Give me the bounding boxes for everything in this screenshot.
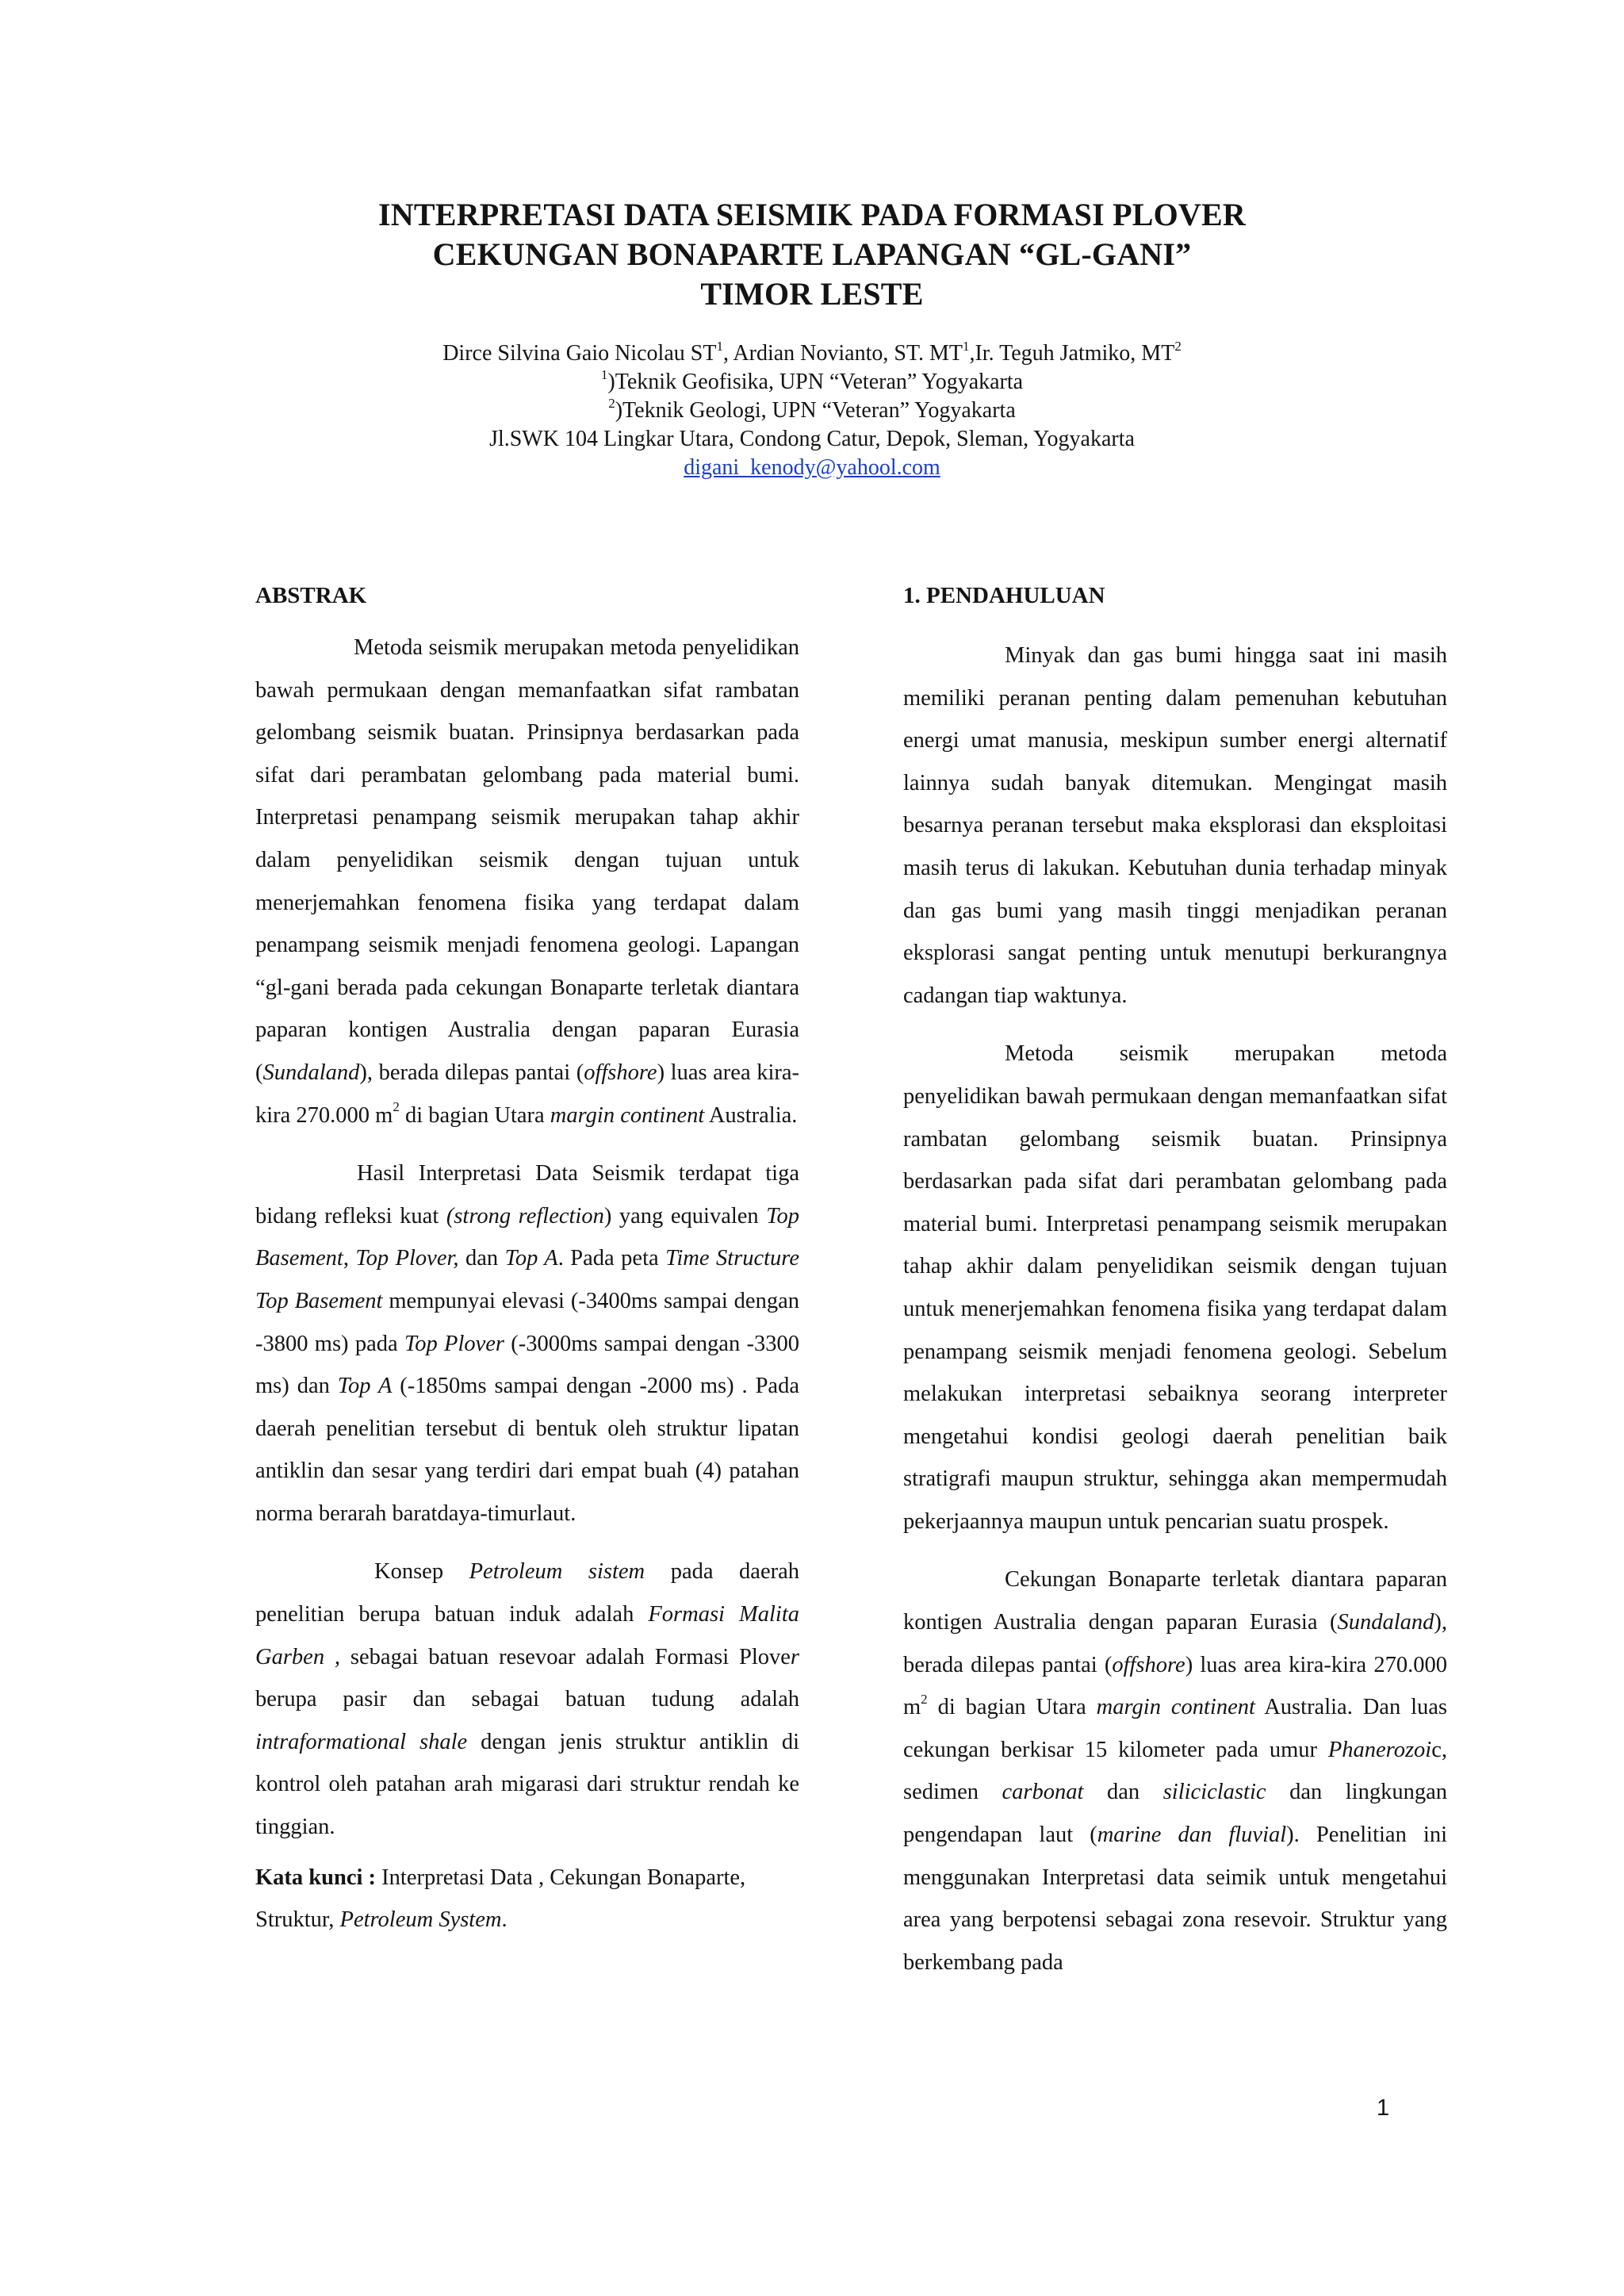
title-line-3: TIMOR LESTE <box>700 276 924 312</box>
keywords: Kata kunci : Interpretasi Data , Cekungan Bonaparte, Struktur, Petroleum System. <box>255 1865 746 1933</box>
abstract-paragraph-2: Hasil Interpretasi Data Seismik terdapat tiga bidang refleksi kuat (strong reflection) yang equivalen Top Basement, Top Plover, dan Top A. Pada peta Time Structure Top Basement mempunyai elevasi (-3400ms sampai dengan -3800 ms) pada Top Plover (-3000ms sampai dengan -3300 ms) dan Top A (-1850ms sampai dengan -2000 ms) . Pada daerah penelitian tersebut di bentuk oleh struktur lipatan antiklin dan sesar yang terdiri dari empat buah (4) patahan norma berarah baratdaya-timurlaut. <box>255 1161 799 1526</box>
author-names: Dirce Silvina Gaio Nicolau $ST^1$, Ardian Novianto, ST. $MT^1,Ir$. Teguh Jatmiko, $MT^2$ <box>442 338 1182 366</box>
affiliation-2: $^2$)Teknik Geologi, UPN “Veteran” Yogyakarta <box>608 395 1016 423</box>
author-block <box>0 339 1624 482</box>
intro-paragraph-2: Metoda seismik merupakan metoda penyelidikan bawah permukaan dengan memanfaatkan sifat rambatan gelombang seismik buatan. Prinsipnya berdasarkan pada sifat dari perambatan gelombang pada material bumi. Interpretasi penampang seismik merupakan tahap akhir dalam penyelidikan seismik dengan tujuan untuk menerjemahkan fenomena fisika yang terdapat dalam penampang seismik menjadi fenomena geologi. Sebelum melakukan interpretasi sebaiknya seorang interpreter mengetahui kondisi geologi daerah penelitian baik stratigrafi maupun struktur, sehingga akan mempermudah pekerjaannya maupun untuk pencarian suatu prospek. <box>903 1041 1447 1534</box>
intro-heading: 1. PENDAHULUAN <box>903 583 1105 608</box>
page-number: 1 <box>1377 2095 1390 2121</box>
abstract-paragraph-3: Konsep Petroleum sistem pada daerah penelitian berupa batuan induk adalah Formasi Malita Garben , sebagai batuan resevoar adalah Formasi Plover berupa pasir dan sebagai batuan tudung adalah intraformational shale dengan jenis struktur antiklin di kontrol oleh patahan arah migarasi dari struktur rendah ke tinggian. <box>255 1559 800 1840</box>
keywords-label: Kata kunci : <box>255 1865 377 1890</box>
affiliation-1: $^1$)Teknik Geofisika, UPN “Veteran” Yogyakarta <box>600 366 1024 394</box>
intro-paragraph-3: Cekungan Bonaparte terletak diantara paparan kontigen Australia dengan paparan Eurasia (Sundaland), berada dilepas pantai (offshore) luas area kira-kira 270.000 $m^2$ di bagian Utara margin continent Australia. Dan luas cekungan berkisar 15 kilometer pada umur Phanerozoic, sedimen carbonat dan siliciclastic dan lingkungan pengendapan laut (marine dan fluvial). Penelitian ini menggunakan Interpretasi data seimik untuk mengetahui area yang berpotensi sebagai zona resevoir. Struktur yang berkembang pada <box>903 1567 1448 1975</box>
abstract-column <box>255 627 799 1941</box>
abstract-paragraph-1: Metoda seismik merupakan metoda penyelidikan bawah permukaan dengan memanfaatkan sifat rambatan gelombang seismik buatan. Prinsipnya berdasarkan pada sifat dari perambatan gelombang pada material bumi. Interpretasi penampang seismik merupakan tahap akhir dalam penyelidikan seismik dengan tujuan untuk menerjemahkan fenomena fisika yang terdapat dalam penampang seismik menjadi fenomena geologi. Lapangan “gl-gani berada pada cekungan Bonaparte terletak diantara paparan kontigen Australia dengan paparan Eurasia (Sundaland), berada dilepas pantai (offshore) luas area kira-kira 270.000 $m^2$ di bagian Utara margin continent Australia. <box>255 635 799 1128</box>
title-line-2: CEKUNGAN BONAPARTE LAPANGAN “GL-GANI” <box>432 236 1192 272</box>
abstract-heading: ABSTRAK <box>255 583 367 608</box>
intro-column <box>903 634 1447 1984</box>
paper-title <box>0 195 1624 314</box>
address: Jl.SWK 104 Lingkar Utara, Condong Catur, Depok, Sleman, Yogyakarta <box>489 427 1135 451</box>
intro-paragraph-1: Minyak dan gas bumi hingga saat ini masih memiliki peranan penting dalam pemenuhan kebutuhan energi umat manusia, meskipun sumber energi alternatif lainnya sudah banyak ditemukan. Mengingat masih besarnya peranan tersebut maka eksplorasi dan eksploitasi masih terus di lakukan. Kebutuhan dunia terhadap minyak dan gas bumi yang masih tinggi menjadikan peranan eksplorasi sangat penting untuk menutupi berkurangnya cadangan tiap waktunya. <box>903 643 1447 1008</box>
email-link[interactable]: digani_kenody@yahool.com <box>684 455 940 480</box>
title-line-1: INTERPRETASI DATA SEISMIK PADA FORMASI PLOVER <box>378 197 1246 232</box>
